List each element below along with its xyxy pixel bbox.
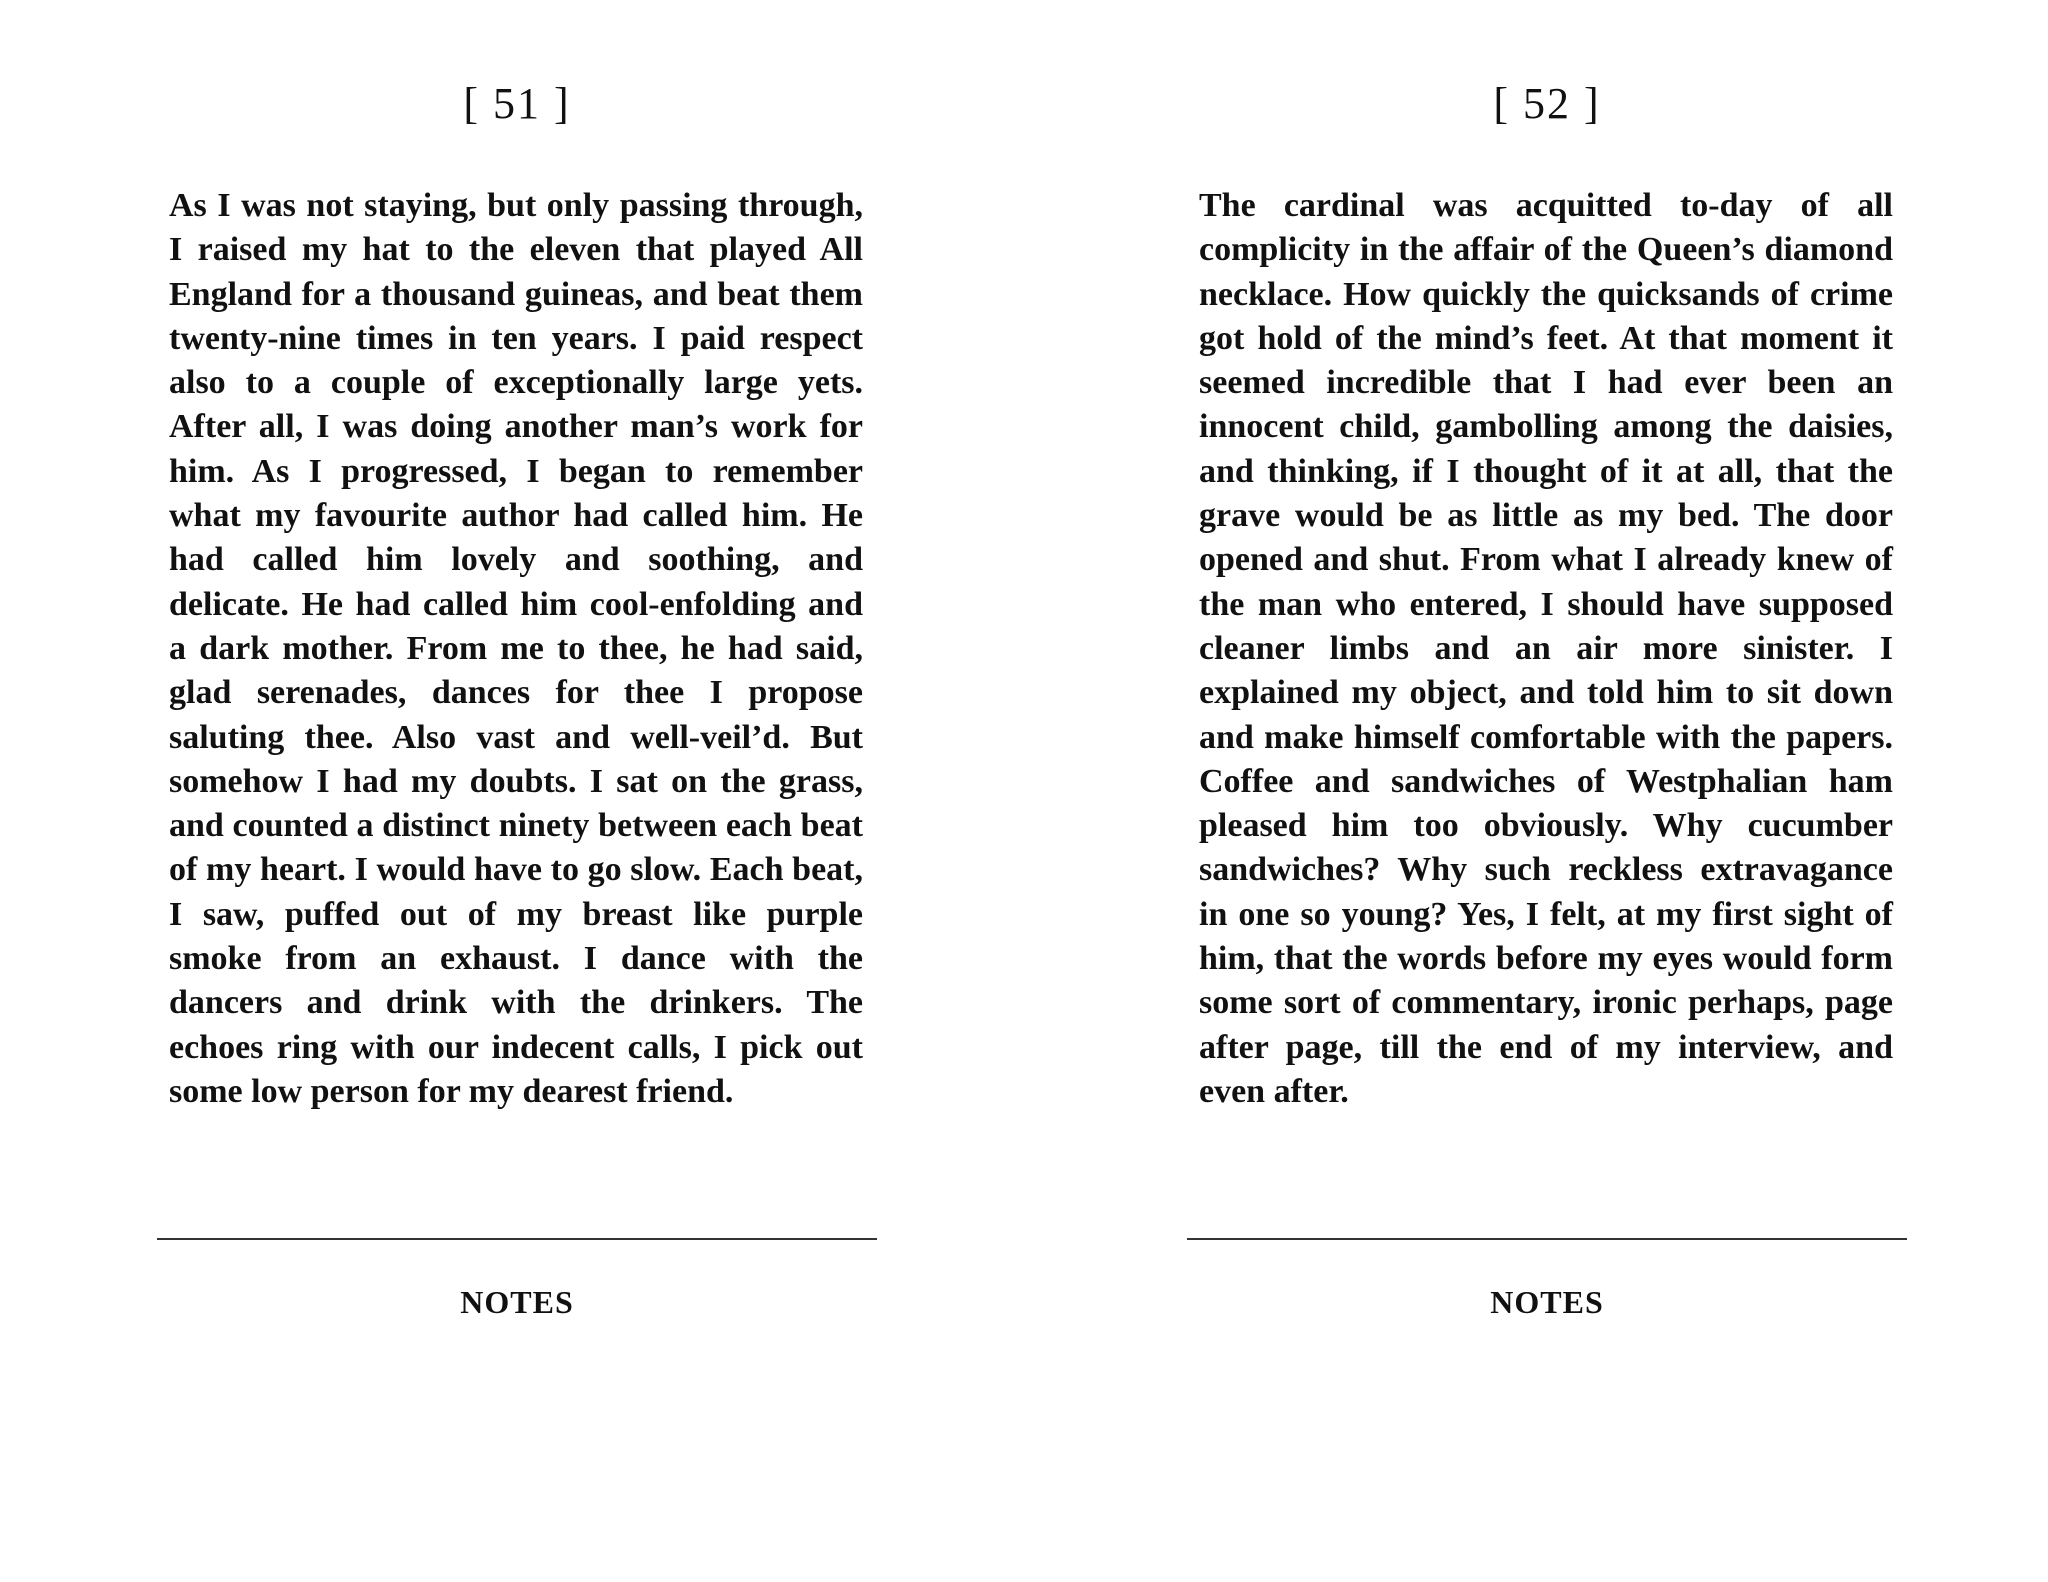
body-text: As I was not staying, but only passing through, I raised my hat to the eleven that played All England for a thousand guineas, and beat them twenty-nine times in ten years. I paid respect also to a couple of exceptionally large yets. After all, I was doing another man’s work for him. As I progressed, I began to remember what my favourite author had called him. He had called him lovely and soothing, and delicate. He had called him cool-enfolding and a dark mother. From me to thee, he had said, glad serenades, dances for thee I propose saluting thee. Also vast and well-veil’d. But somehow I had my doubts. I sat on the grass, and counted a distinct ninety between each beat of my heart. I would have to go slow. Each beat, I saw, puffed out of my breast like purple smoke from an exhaust. I dance with the dancers and drink with the drinkers. The echoes ring with our indecent calls, I pick out some low person for my dearest friend.: [169, 187, 863, 1110]
right-page: [1187, 0, 1907, 1582]
page-number: [ 52 ]: [1493, 79, 1601, 128]
notes-divider: [1187, 1238, 1907, 1240]
notes-heading: NOTES: [1490, 1284, 1604, 1320]
page-number: [ 51 ]: [463, 79, 571, 128]
left-page: [157, 0, 877, 1582]
body-text: The cardinal was acquitted to-day of all complicity in the affair of the Queen’s diamond necklace. How quickly the quicksands of crime got hold of the mind’s feet. At that moment it seemed incredible that I had ever been an innocent child, gambolling among the daisies, and thinking, if I thought of it at all, that the grave would be as little as my bed. The door opened and shut. From what I already knew of the man who entered, I should have supposed cleaner limbs and an air more sinister. I explained my object, and told him to sit down and make himself comfortable with the papers. Coffee and sandwiches of Westphalian ham pleased him too obviously. Why cucumber sandwiches? Why such reckless extravagance in one so young? Yes, I felt, at my first sight of him, that the words before my eyes would form some sort of commentary, ironic perhaps, page after page, till the end of my interview, and even after.: [1199, 187, 1893, 1110]
notes-heading: NOTES: [460, 1284, 574, 1320]
notes-divider: [157, 1238, 877, 1240]
